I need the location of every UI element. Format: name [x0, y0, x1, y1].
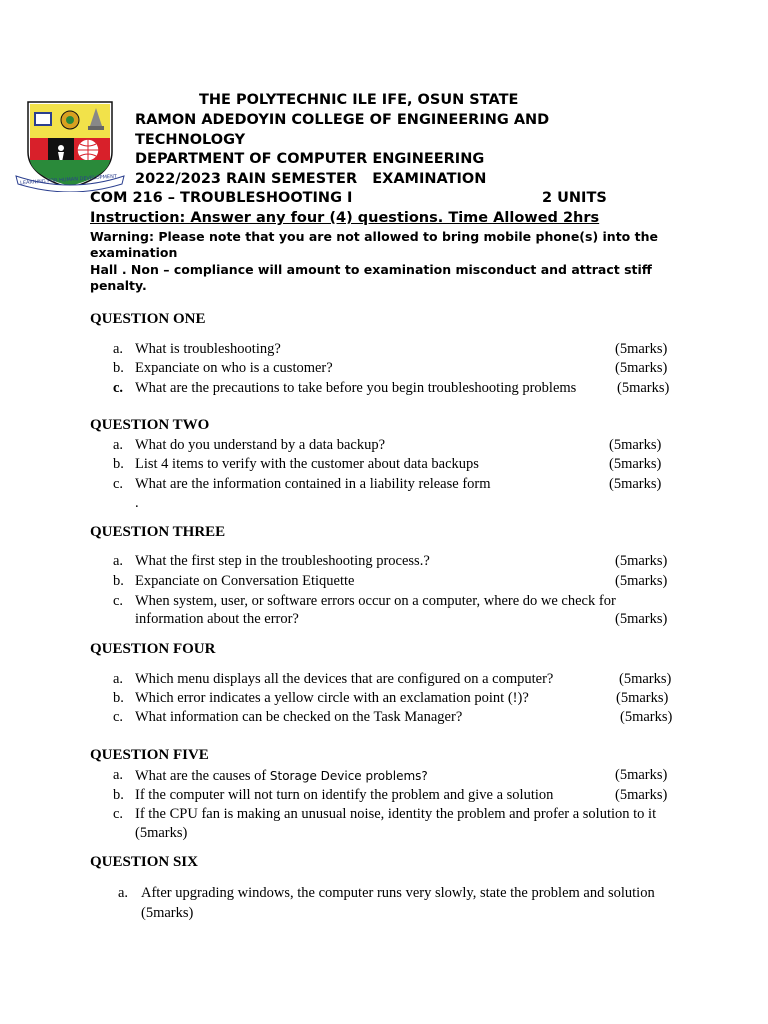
- warning-line4: penalty.: [90, 278, 147, 293]
- q2-a-text: What do you understand by a data backup?: [135, 437, 386, 453]
- q2-c-marks: (5marks): [609, 476, 662, 492]
- course-units: 2 UNITS: [542, 190, 607, 206]
- q1-c-marks: (5marks): [617, 380, 670, 396]
- course-title: COM 216 – TROUBLESHOOTING I: [90, 190, 353, 206]
- q4-a-letter: a.: [113, 671, 124, 687]
- q3-a-letter: a.: [113, 553, 124, 569]
- q6-a-marks: (5marks): [141, 905, 194, 921]
- q4-b-letter: b.: [113, 690, 124, 706]
- q5-b-letter: b.: [113, 787, 124, 803]
- q5-b-marks: (5marks): [615, 787, 668, 803]
- q3-a-marks: (5marks): [615, 553, 668, 569]
- warning-line2: examination: [90, 245, 178, 260]
- q5-c-letter: c.: [113, 806, 124, 822]
- q2-c-text: What are the information contained in a liability release form: [135, 476, 491, 492]
- college-name-line1: RAMON ADEDOYIN COLLEGE OF ENGINEERING AND: [135, 112, 550, 128]
- q3-c-marks: (5marks): [615, 611, 668, 627]
- q2-b-marks: (5marks): [609, 456, 662, 472]
- q1-b-marks: (5marks): [615, 360, 668, 376]
- q5-a-letter: a.: [113, 767, 124, 783]
- q5-a-marks: (5marks): [615, 767, 668, 783]
- q5-c-marks: (5marks): [135, 825, 188, 841]
- warning-line1: Warning: Please note that you are not allowed to bring mobile phone(s) into the: [90, 229, 658, 244]
- q1-b-text: Expanciate on who is a customer?: [135, 360, 333, 376]
- q3-b-marks: (5marks): [615, 573, 668, 589]
- semester-exam: 2022/2023 RAIN SEMESTER EXAMINATION: [135, 171, 487, 187]
- q4-c-marks: (5marks): [620, 709, 673, 725]
- q4-a-marks: (5marks): [619, 671, 672, 687]
- q4-a-text: Which menu displays all the devices that are configured on a computer?: [135, 671, 554, 687]
- q2-c-letter: c.: [113, 476, 124, 492]
- q5-c-text: If the CPU fan is making an unusual noise, identity the problem and profer a solution to it: [135, 806, 657, 822]
- q1-a-marks: (5marks): [615, 341, 668, 357]
- college-name-line2: TECHNOLOGY: [135, 132, 246, 148]
- q4-b-text: Which error indicates a yellow circle with an exclamation point (!)?: [135, 690, 529, 706]
- q5-a-question: [135, 767, 428, 785]
- q4-c-letter: c.: [113, 709, 124, 725]
- school-name: THE POLYTECHNIC ILE IFE, OSUN STATE: [199, 92, 519, 108]
- q2-b-text: List 4 items to verify with the customer about data backups: [135, 456, 479, 472]
- q3-b-letter: b.: [113, 573, 124, 589]
- q6-a-text: After upgrading windows, the computer runs very slowly, state the problem and solution: [141, 885, 655, 901]
- question-four-title: QUESTION FOUR: [90, 641, 216, 657]
- q1-c-text: What are the precautions to take before you begin troubleshooting problems: [135, 380, 577, 396]
- logo-motto: LEARNING FOR HUMAN DEVELOPMENT: [19, 173, 118, 187]
- q3-b-text: Expanciate on Conversation Etiquette: [135, 573, 355, 589]
- q2-trailing-dot: .: [135, 495, 139, 511]
- q3-c-letter: c.: [113, 593, 124, 609]
- question-five-title: QUESTION FIVE: [90, 747, 209, 763]
- q3-c-text-line2: information about the error?: [135, 611, 299, 627]
- question-three-title: QUESTION THREE: [90, 524, 226, 540]
- q1-c-letter: c.: [113, 380, 124, 396]
- q5-a-text-sans: Storage Device problems?: [269, 769, 428, 783]
- q1-a-letter: a.: [113, 341, 124, 357]
- q3-a-text: What the first step in the troubleshooting process.?: [135, 553, 430, 569]
- q4-b-marks: (5marks): [616, 690, 669, 706]
- q5-a-text: What are the causes of: [135, 768, 270, 784]
- department-name: DEPARTMENT OF COMPUTER ENGINEERING: [135, 151, 485, 167]
- q2-b-letter: b.: [113, 456, 124, 472]
- question-one-title: QUESTION ONE: [90, 311, 206, 327]
- q6-a-letter: a.: [118, 885, 129, 901]
- q4-c-text: What information can be checked on the Task Manager?: [135, 709, 463, 725]
- warning-line3: Hall . Non – compliance will amount to examination misconduct and attract stiff: [90, 262, 652, 277]
- polytechnic-logo: [14, 98, 126, 192]
- q1-b-letter: b.: [113, 360, 124, 376]
- q3-c-text: When system, user, or software errors occur on a computer, where do we check for: [135, 593, 616, 609]
- question-six-title: QUESTION SIX: [90, 854, 198, 870]
- question-two-title: QUESTION TWO: [90, 417, 210, 433]
- q5-b-text: If the computer will not turn on identify the problem and give a solution: [135, 787, 554, 803]
- exam-instruction: Instruction: Answer any four (4) questions. Time Allowed 2hrs: [90, 210, 600, 226]
- q2-a-marks: (5marks): [609, 437, 662, 453]
- q2-a-letter: a.: [113, 437, 124, 453]
- q1-a-text: What is troubleshooting?: [135, 341, 281, 357]
